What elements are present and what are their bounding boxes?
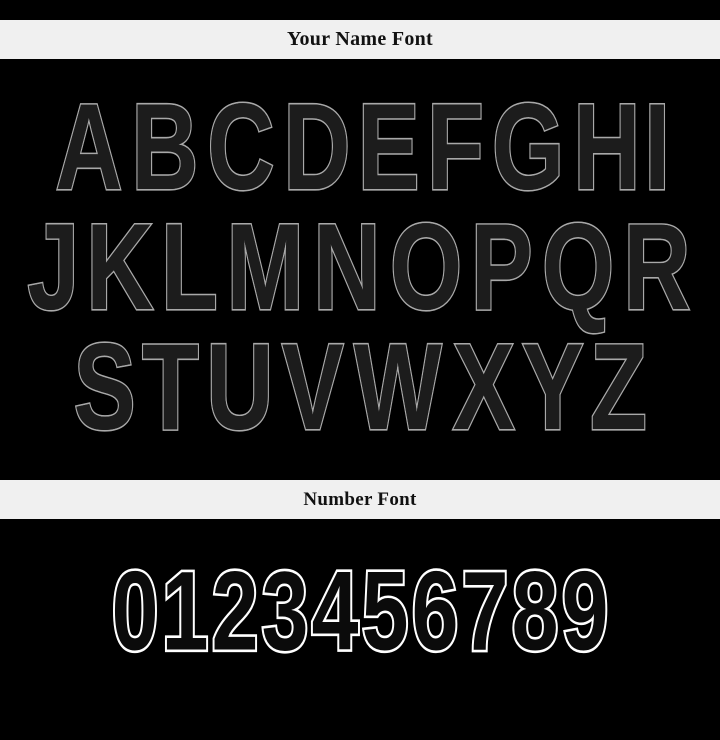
glyph-digit: 6 [411, 547, 459, 674]
glyph-letter: A [55, 77, 123, 215]
glyph-letter: H [573, 77, 641, 215]
glyph-letter: Z [590, 317, 648, 455]
alphabet-row [0, 197, 720, 335]
glyph-letter: Y [521, 317, 584, 455]
glyph-digit: 2 [211, 547, 259, 674]
glyph-letter: L [160, 197, 218, 335]
glyph-letter: P [470, 197, 533, 335]
glyph-letter: W [354, 317, 442, 455]
glyph-letter: F [426, 77, 484, 215]
glyph-letter: T [142, 317, 199, 455]
glyph-letter: E [358, 77, 420, 215]
glyph-digit: 9 [561, 547, 609, 674]
glyph-letter: V [281, 317, 344, 455]
glyph-digit: 0 [111, 547, 159, 674]
glyph-letter: U [206, 317, 274, 455]
alphabet-preview-panel [0, 59, 720, 480]
glyph-letter: D [282, 77, 350, 215]
alphabet-row [0, 317, 720, 455]
bottom-strip [0, 699, 720, 720]
name-font-header-bar [0, 20, 720, 59]
numerals-preview-panel [0, 519, 720, 699]
glyph-digit: 1 [161, 547, 209, 674]
glyph-letter: O [389, 197, 463, 335]
glyph-letter: M [226, 197, 304, 335]
glyph-digit: 7 [461, 547, 509, 674]
glyph-digit: 4 [311, 547, 359, 674]
glyph-letter: X [452, 317, 515, 455]
glyph-digit: 3 [261, 547, 309, 674]
glyph-letter: B [131, 77, 199, 215]
glyph-letter: S [73, 317, 136, 455]
number-font-header-label: Number Font [303, 488, 417, 510]
glyph-letter: K [86, 197, 154, 335]
glyph-letter: R [623, 197, 691, 335]
glyph-digit: 8 [511, 547, 559, 674]
glyph-letter: I [643, 77, 670, 215]
number-font-header-bar [0, 480, 720, 519]
glyph-letter: J [27, 197, 80, 335]
name-font-header-label: Your Name Font [286, 28, 434, 50]
glyph-letter: C [207, 77, 275, 215]
glyph-digit: 5 [361, 547, 409, 674]
glyph-letter: G [491, 77, 564, 215]
numerals-row [0, 547, 720, 674]
glyph-letter: Q [541, 197, 614, 335]
alphabet-row [0, 77, 720, 215]
font-preview-page [0, 20, 720, 740]
glyph-letter: N [313, 197, 381, 335]
